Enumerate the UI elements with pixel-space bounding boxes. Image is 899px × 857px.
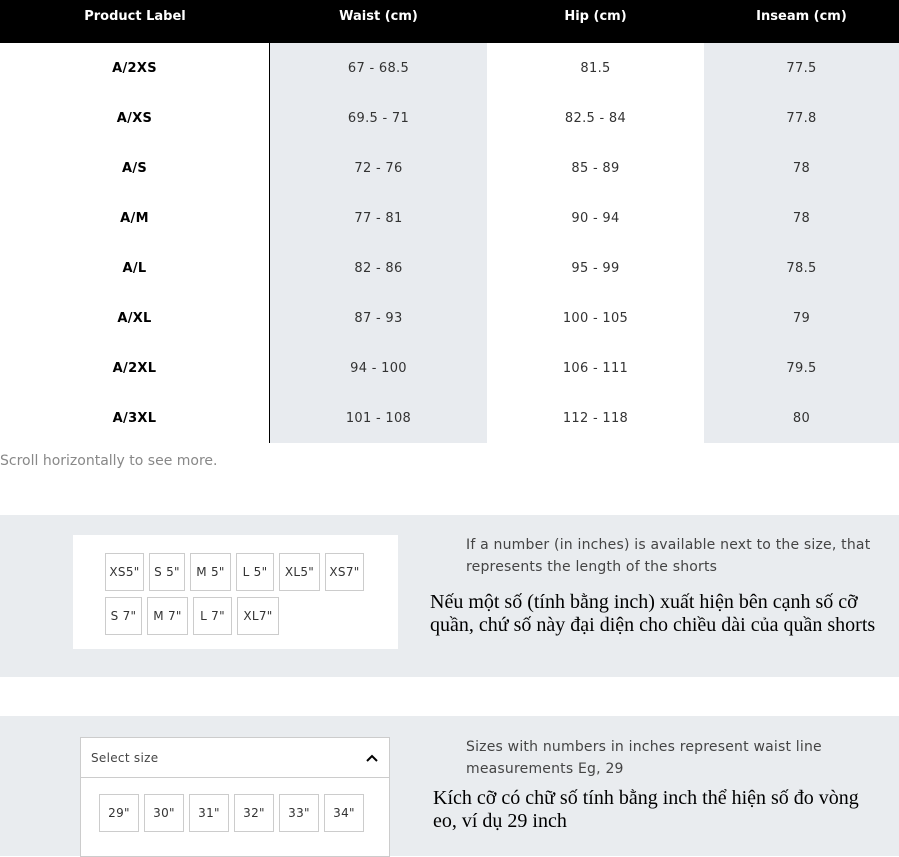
cell-waist: 101 - 108 [270, 393, 487, 443]
scroll-hint: Scroll horizontally to see more. [0, 453, 218, 469]
shorts-length-panel [0, 515, 899, 677]
cell-inseam: 78 [704, 193, 899, 243]
table-row [0, 143, 899, 193]
size-select-example [80, 737, 390, 857]
size-select-dropdown[interactable] [81, 738, 389, 778]
cell-hip: 82.5 - 84 [487, 93, 704, 143]
table-row [0, 393, 899, 443]
size-select-placeholder: Select size [91, 750, 159, 765]
size-swatch-example [73, 535, 398, 649]
header-product-label: Product Label [84, 9, 186, 24]
cell-waist: 69.5 - 71 [270, 93, 487, 143]
shorts-description-en: If a number (in inches) is available next to the size, that represents the length of the shorts [466, 537, 871, 575]
size-chip[interactable]: XL7" [237, 597, 279, 635]
cell-hip: 106 - 111 [487, 343, 704, 393]
cell-hip: 81.5 [487, 43, 704, 93]
cell-inseam: 77.5 [704, 43, 899, 93]
cell-inseam: 80 [704, 393, 899, 443]
cell-hip: 85 - 89 [487, 143, 704, 193]
waist-chip-row [99, 794, 369, 832]
size-chip[interactable]: 30" [144, 794, 184, 832]
waist-description-vi: Kích cỡ có chữ số tính bằng inch thể hiện số đo vòng eo, ví dụ 29 inch [433, 787, 859, 832]
cell-hip: 100 - 105 [487, 293, 704, 343]
size-chip[interactable]: L 5" [236, 553, 274, 591]
size-chip[interactable]: M 5" [190, 553, 231, 591]
size-chip[interactable]: 29" [99, 794, 139, 832]
cell-inseam: 79 [704, 293, 899, 343]
waist-size-panel [0, 716, 899, 856]
waist-description-en: Sizes with numbers in inches represent waist line measurements Eg, 29 [466, 739, 822, 777]
size-chip[interactable]: XS7" [325, 553, 364, 591]
cell-inseam: 79.5 [704, 343, 899, 393]
header-hip: Hip (cm) [564, 9, 627, 24]
size-chip[interactable]: 31" [189, 794, 229, 832]
cell-product-label: A/M [0, 193, 270, 243]
size-chip[interactable]: S 5" [149, 553, 185, 591]
cell-product-label: A/XL [0, 293, 270, 343]
cell-product-label: A/2XL [0, 343, 270, 393]
cell-waist: 87 - 93 [270, 293, 487, 343]
chip-row-2 [105, 597, 284, 635]
table-row [0, 343, 899, 393]
size-chip[interactable]: 33" [279, 794, 319, 832]
cell-hip: 112 - 118 [487, 393, 704, 443]
size-chip[interactable]: S 7" [105, 597, 142, 635]
cell-inseam: 77.8 [704, 93, 899, 143]
shorts-description-vi: Nếu một số (tính bằng inch) xuất hiện bên cạnh số cỡ quần, chứ số này đại diện cho chiều dài của quần shorts [430, 591, 876, 636]
cell-inseam: 78 [704, 143, 899, 193]
cell-product-label: A/2XS [0, 43, 270, 93]
cell-product-label: A/3XL [0, 393, 270, 443]
header-waist: Waist (cm) [339, 9, 418, 24]
cell-product-label: A/XS [0, 93, 270, 143]
size-chip[interactable]: 34" [324, 794, 364, 832]
cell-product-label: A/L [0, 243, 270, 293]
cell-product-label: A/S [0, 143, 270, 193]
table-row [0, 193, 899, 243]
table-body [0, 43, 899, 443]
cell-hip: 95 - 99 [487, 243, 704, 293]
table-header [0, 0, 899, 43]
cell-waist: 67 - 68.5 [270, 43, 487, 93]
table-row [0, 243, 899, 293]
size-chip[interactable]: L 7" [193, 597, 232, 635]
size-chip[interactable]: XL5" [279, 553, 320, 591]
chip-row-1 [105, 553, 369, 591]
cell-waist: 72 - 76 [270, 143, 487, 193]
size-chip[interactable]: XS5" [105, 553, 144, 591]
table-row [0, 93, 899, 143]
cell-waist: 94 - 100 [270, 343, 487, 393]
cell-hip: 90 - 94 [487, 193, 704, 243]
chevron-up-icon [365, 753, 379, 763]
cell-waist: 77 - 81 [270, 193, 487, 243]
table-row [0, 43, 899, 93]
cell-inseam: 78.5 [704, 243, 899, 293]
size-chip[interactable]: M 7" [147, 597, 188, 635]
table-row [0, 293, 899, 343]
cell-waist: 82 - 86 [270, 243, 487, 293]
size-chip[interactable]: 32" [234, 794, 274, 832]
header-inseam: Inseam (cm) [756, 9, 847, 24]
